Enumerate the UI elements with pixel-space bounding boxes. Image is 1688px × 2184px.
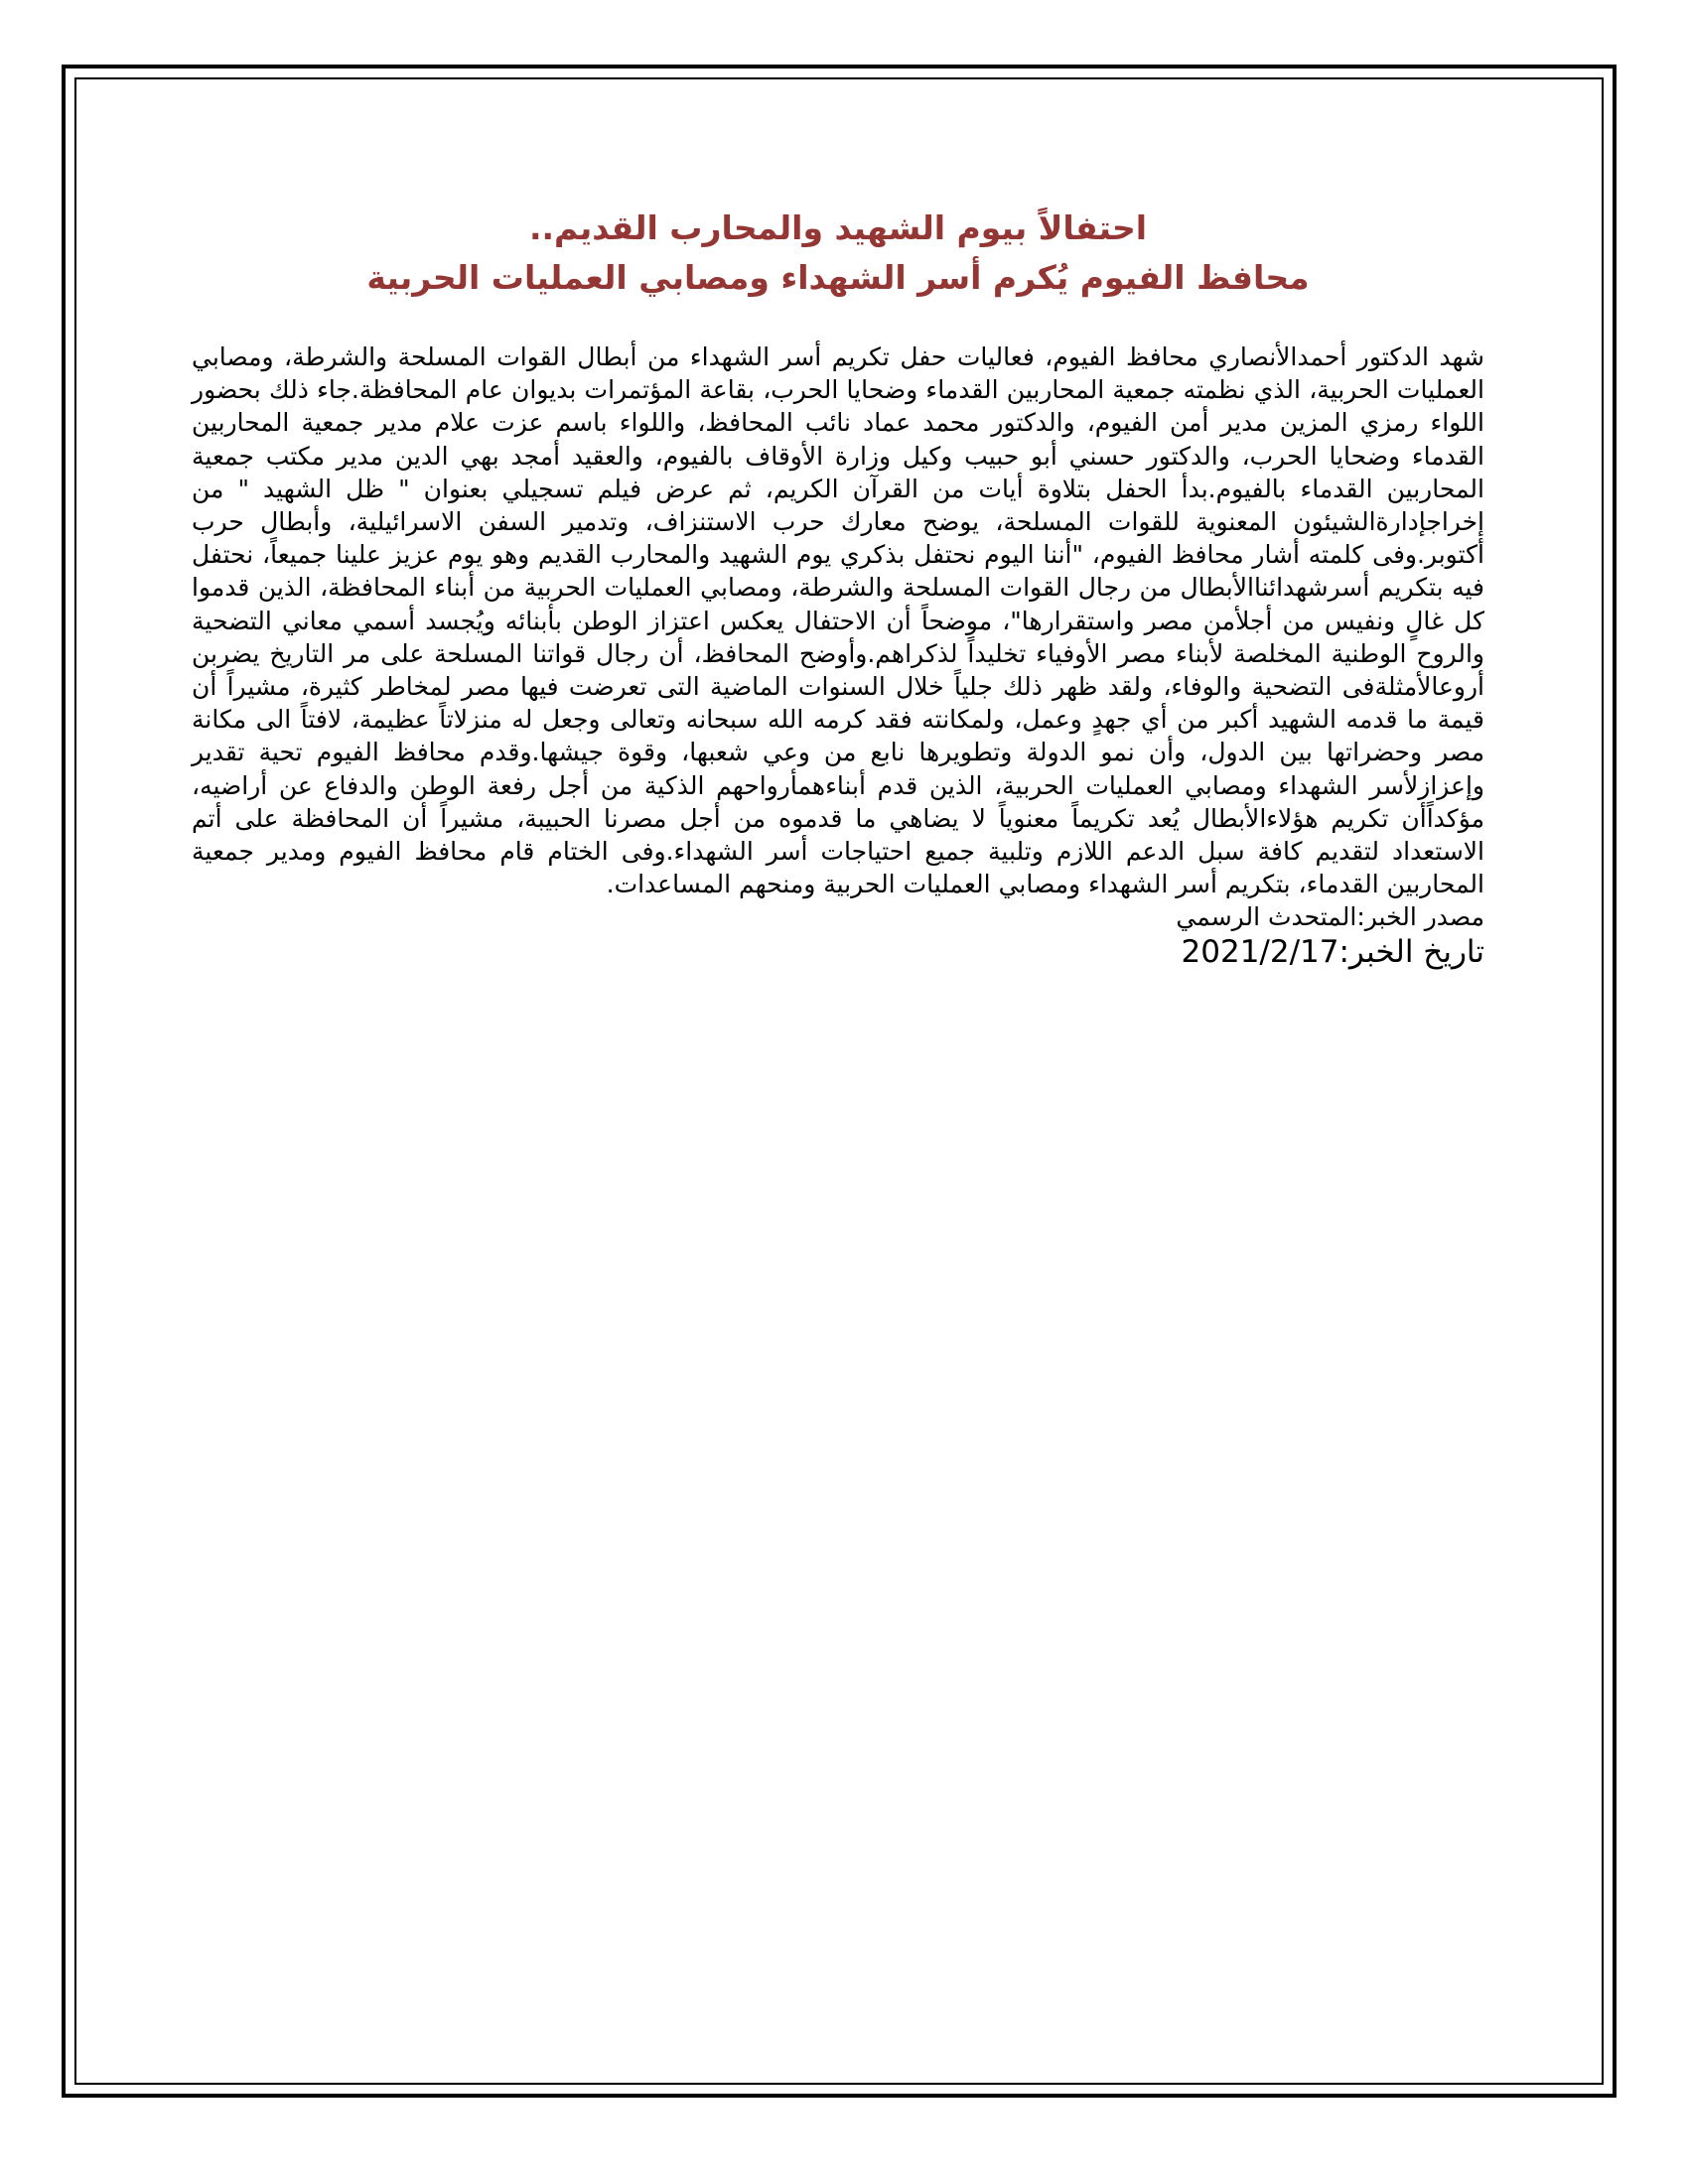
news-date: تاريخ الخبر:2021/2/17 <box>1181 934 1484 971</box>
headline-line-2: محافظ الفيوم يُكرم أسر الشهداء ومصابي العمليات الحربية <box>366 258 1310 297</box>
headline-line-1: احتفالاً بيوم الشهيد والمحارب القديم.. <box>528 208 1148 247</box>
news-source: مصدر الخبر:المتحدث الرسمي <box>1176 902 1484 932</box>
article-body: شهد الدكتور أحمدالأنصاري محافظ الفيوم، فعاليات حفل تكريم أسر الشهداء من أبطال القوات المسلحة والشرطة، ومصابي العمليات الحربية، الذي نظمته جمعية المحاربين القدماء وضحايا الحرب، بقاعة المؤتمرات بديوان عام المحافظة.جاء ذلك بحضور اللواء رمزي المزين مدير أمن الفيوم، والدكتور محمد عماد نائب المحافظ، واللواء باسم عزت علام مدير جمعية المحاربين القدماء وضحايا الحرب، والدكتور حسني أبو حبيب وكيل وزارة الأوقاف بالفيوم، والعقيد أمجد بهي الدين مدير مكتب جمعية المحاربين القدماء بالفيوم.بدأ الحفل بتلاوة أيات من القرآن الكريم، ثم عرض فيلم تسجيلي بعنوان " ظل الشهيد " من إخراجإدارةالشيئون المعنوية للقوات المسلحة، يوضح معارك حرب الاستنزاف، وتدمير السفن الاسرائيلية، وأبطال حرب أكتوبر.وفى كلمته أشار محافظ الفيوم، "أننا اليوم نحتفل بذكري يوم الشهيد والمحارب القديم وهو يوم عزيز علينا جميعاً، نحتفل فيه بتكريم أسرشهدائناالأبطال من رجال القوات المسلحة والشرطة، ومصابي العمليات الحربية من أبناء المحافظة، الذين قدموا كل غالٍ ونفيس من أجلأمن مصر واستقرارها"، موضحاً أن الاحتفال يعكس اعتزاز الوطن بأبنائه ويُجسد أسمي معاني التضحية والروح الوطنية المخلصة لأبناء مصر الأوفياء تخليداً لذكراهم.وأوضح المحافظ، أن رجال قواتنا المسلحة على مر التاريخ يضربن أروعالأمثلةفى التضحية والوفاء، ولقد ظهر ذلك جلياً خلال السنوات الماضية التى تعرضت فيها مصر لمخاطر كثيرة، مشيراً أن قيمة ما قدمه الشهيد أكبر من أي جهدٍ وعمل، ولمكانته فقد كرمه الله سبحانه وتعالى وجعل له منزلاتاً عظيمة، لافتاً الى مكانة مصر وحضراتها بين الدول، وأن نمو الدولة وتطويرها نابع من وعي شعبها، وقوة جيشها.وقدم محافظ الفيوم تحية تقدير وإعزازلأسر الشهداء ومصابي العمليات الحربية، الذين قدم أبناءهمأرواحهم الذكية من أجل رفعة الوطن والدفاع عن أراضيه، مؤكداًأن تكريم هؤلاءالأبطال يُعد تكريماً معنوياً لا يضاهي ما قدموه من أجل مصرنا الحبيبة، مشيراً أن المحافظة على أتم الاستعداد لتقديم كافة سبل الدعم اللازم وتلبية جميع احتياجات أسر الشهداء.وفى الختام قام محافظ الفيوم ومدير جمعية المحاربين القدماء، بتكريم أسر الشهداء ومصابي العمليات الحربية ومنحهم المساعدات. <box>192 342 1484 899</box>
article-headline <box>192 204 1484 303</box>
article <box>192 204 1484 971</box>
